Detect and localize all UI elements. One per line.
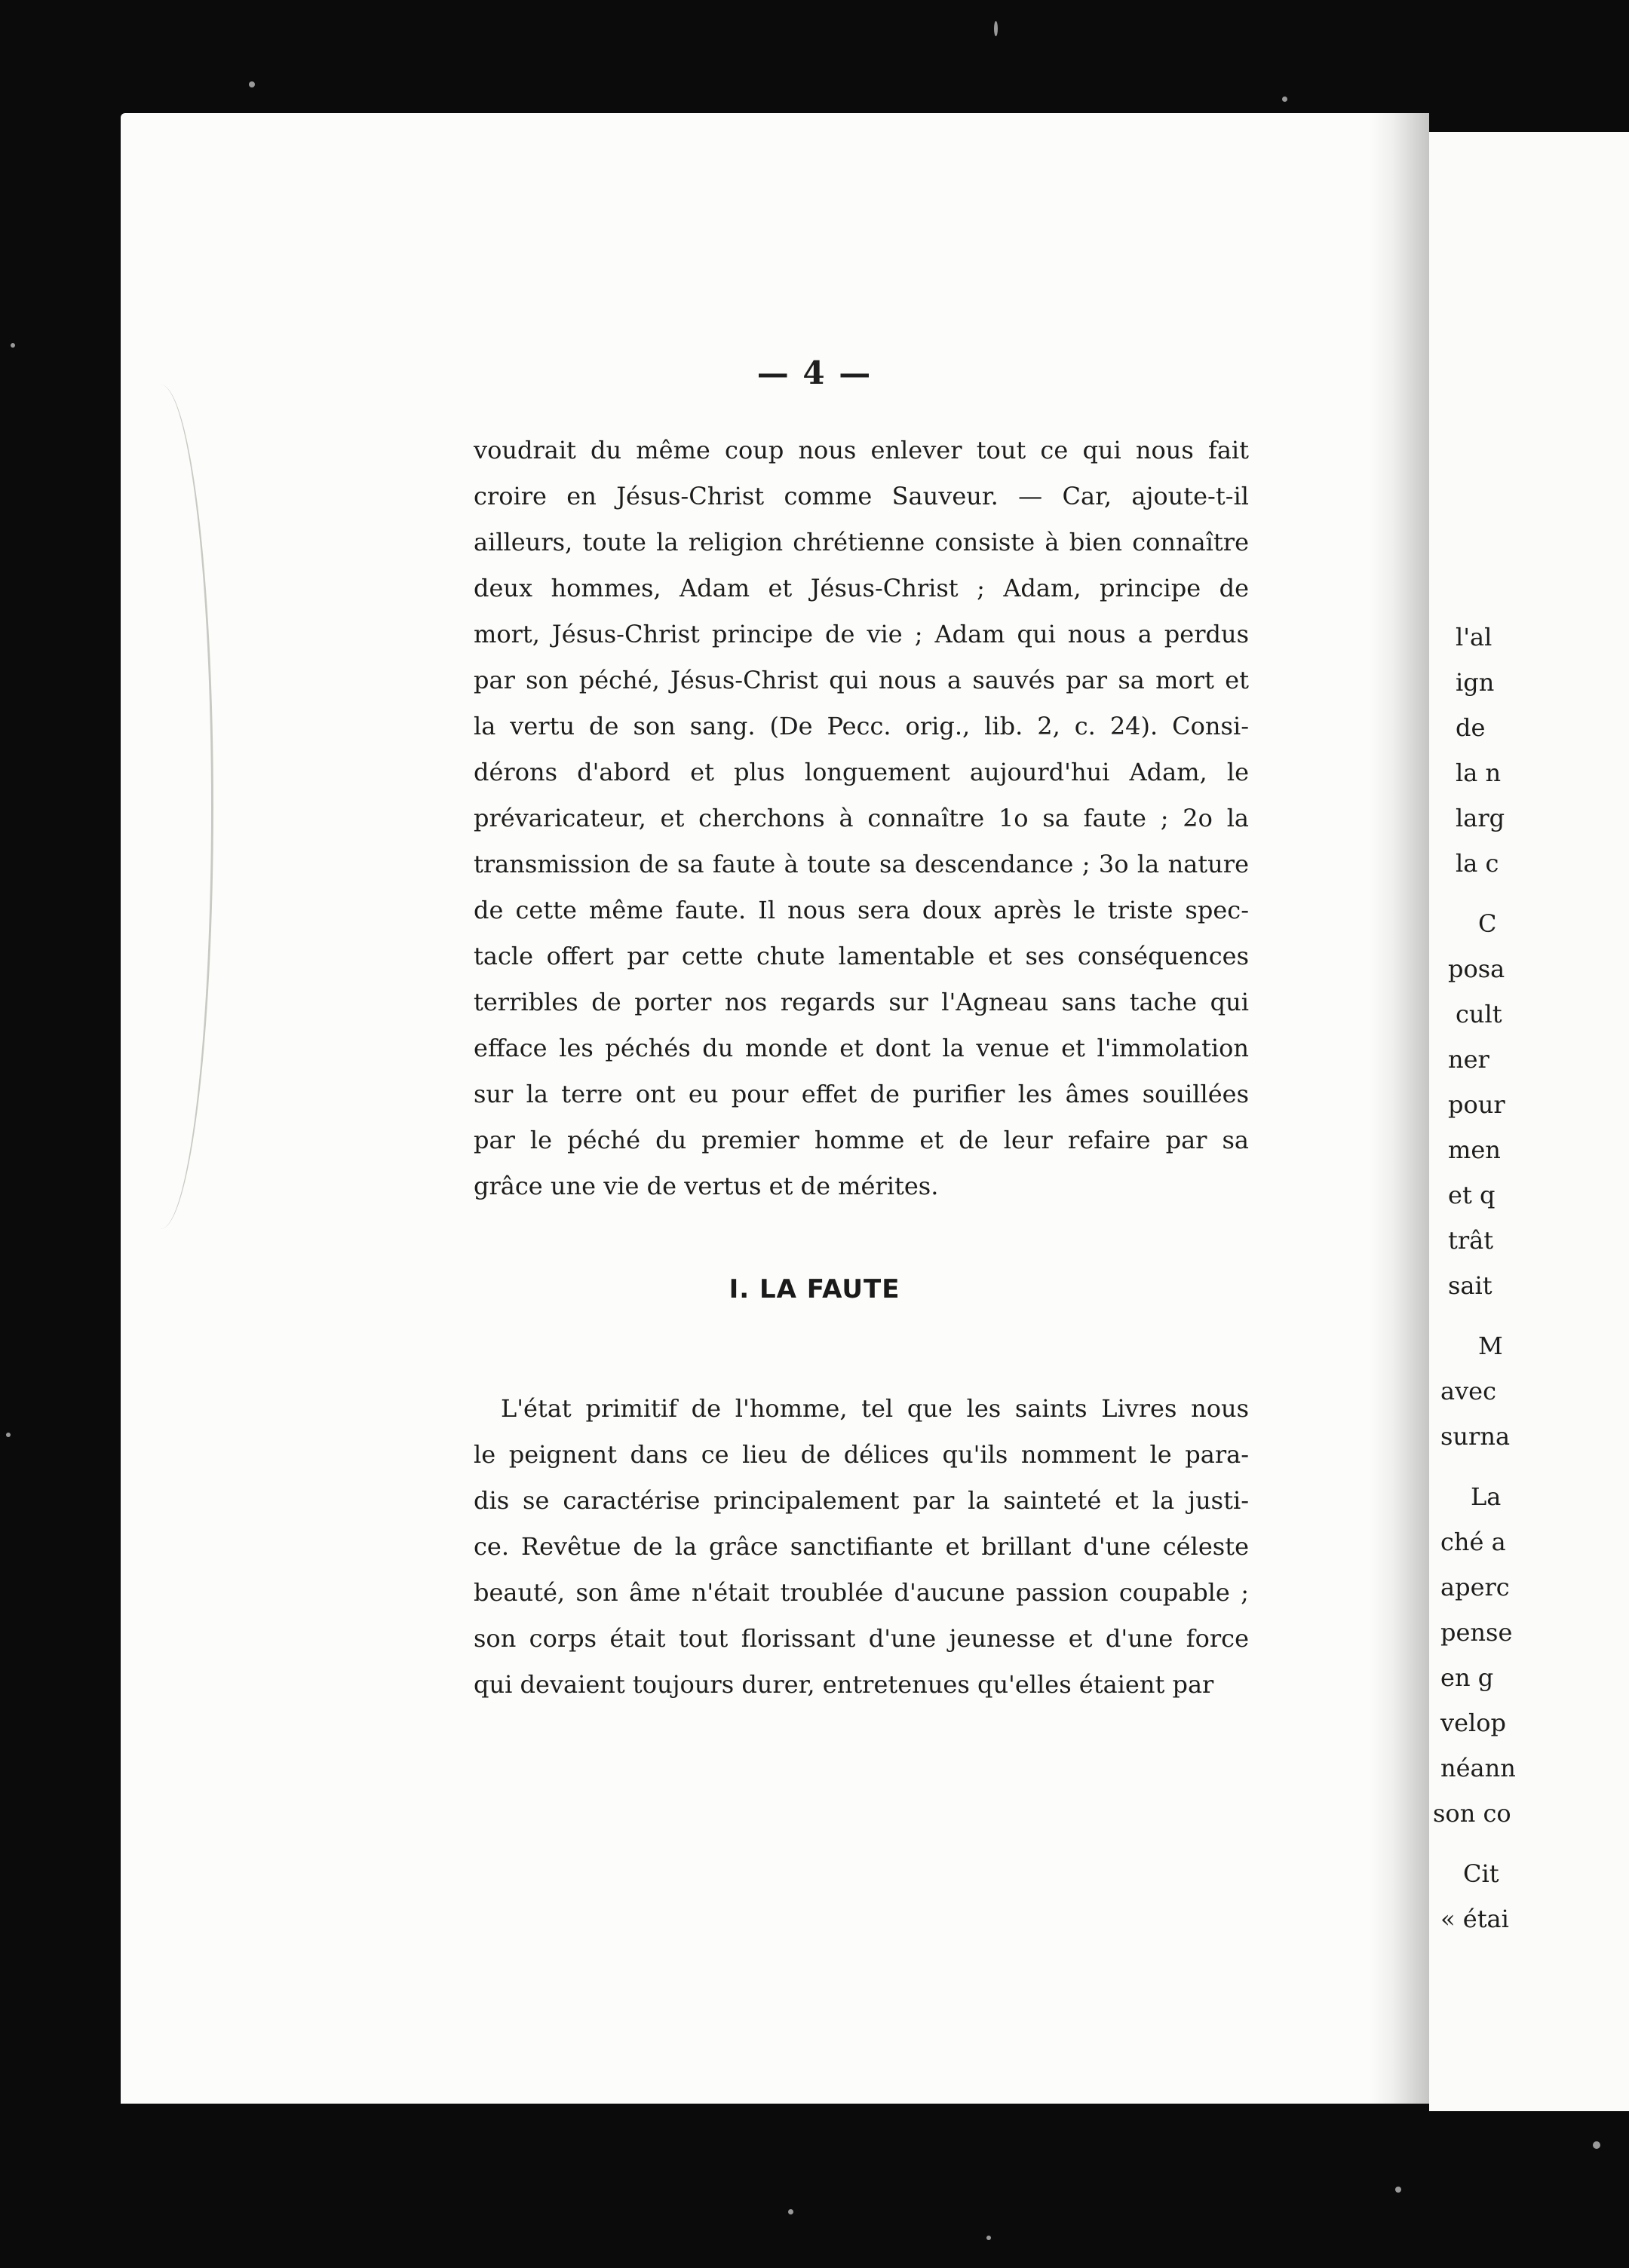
facing-page-fragment: l'al [1456, 623, 1492, 651]
facing-page-fragment: men [1448, 1136, 1501, 1164]
facing-page-fragment: la n [1456, 759, 1502, 787]
page-fold-crease [121, 385, 213, 1229]
facing-page-fragment: ché a [1440, 1528, 1506, 1556]
text-line: grâce une vie de vertus et de mérites. [474, 1172, 939, 1200]
text-line: sur la terre ont eu pour effet de purifier les âmes souillées [474, 1080, 1249, 1108]
text-line: croire en Jésus-Christ comme Sauveur. — Car, ajoute-t-il [474, 482, 1249, 510]
facing-page-fragment: son co [1433, 1799, 1511, 1828]
facing-page-fragment: C [1478, 909, 1497, 938]
text-line: voudrait du même coup nous enlever tout ce qui nous fait [474, 436, 1249, 464]
facing-page-fragment: ner [1448, 1045, 1489, 1074]
facing-page-fragment: posa [1448, 955, 1505, 983]
text-line: qui devaient toujours durer, entretenues qu'elles étaient par [474, 1670, 1214, 1699]
facing-page-fragment: sait [1448, 1271, 1492, 1300]
facing-page-fragment: cult [1456, 1000, 1502, 1028]
text-line: dérons d'abord et plus longuement aujourd'hui Adam, le [474, 758, 1249, 786]
facing-page-fragment: avec [1440, 1377, 1497, 1405]
page-number: — 4 — [756, 354, 873, 391]
text-line: par son péché, Jésus-Christ qui nous a sauvés par sa mort et [474, 666, 1249, 694]
facing-page-fragment: néann [1440, 1754, 1516, 1782]
facing-page [1429, 132, 1629, 2111]
facing-page-fragment: velop [1440, 1709, 1506, 1737]
text-line: L'état primitif de l'homme, tel que les saints Livres nous [501, 1394, 1249, 1423]
text-line: de cette même faute. Il nous sera doux après le triste spec- [474, 896, 1249, 924]
facing-page-fragment: Cit [1463, 1859, 1499, 1888]
text-line: son corps était tout florissant d'une jeunesse et d'une force [474, 1624, 1249, 1653]
text-line: ce. Revêtue de la grâce sanctifiante et brillant d'une céleste [474, 1532, 1249, 1561]
text-line: dis se caractérise principalement par la sainteté et la justi- [474, 1486, 1249, 1515]
text-line: par le péché du premier homme et de leur refaire par sa [474, 1126, 1249, 1154]
paragraph-intro [474, 428, 1249, 1209]
text-line: mort, Jésus-Christ principe de vie ; Adam qui nous a perdus [474, 620, 1249, 648]
facing-page-fragment: et q [1448, 1181, 1496, 1209]
facing-page-fragment: « étai [1440, 1905, 1509, 1933]
text-line: le peignent dans ce lieu de délices qu'ils nomment le para- [474, 1440, 1249, 1469]
facing-page-fragment: ign [1456, 668, 1495, 697]
facing-page-fragment: en g [1440, 1663, 1494, 1692]
facing-page-fragment: trât [1448, 1226, 1494, 1255]
facing-page-fragment: aperc [1440, 1573, 1510, 1601]
facing-page-fragment: La [1471, 1482, 1502, 1511]
facing-page-fragment: surna [1440, 1422, 1511, 1451]
text-line: efface les péchés du monde et dont la venue et l'immolation [474, 1034, 1249, 1062]
text-line: ailleurs, toute la religion chrétienne consiste à bien connaître [474, 528, 1249, 556]
text-line: prévaricateur, et cherchons à connaître 1o sa faute ; 2o la [474, 804, 1249, 832]
facing-page-fragment: M [1478, 1332, 1503, 1360]
section-heading: I. LA FAUTE [729, 1274, 900, 1304]
facing-page-fragment: larg [1456, 804, 1505, 832]
text-line: la vertu de son sang. (De Pecc. orig., lib. 2, c. 24). Consi- [474, 712, 1249, 740]
text-line: beauté, son âme n'était troublée d'aucune passion coupable ; [474, 1578, 1249, 1607]
facing-page-fragment: pour [1448, 1090, 1505, 1119]
paragraph-la-faute [474, 1386, 1249, 1708]
facing-page-fragment: pense [1440, 1618, 1513, 1647]
gutter-shadow [1369, 113, 1429, 2104]
text-line: transmission de sa faute à toute sa descendance ; 3o la nature [474, 850, 1249, 878]
text-line: deux hommes, Adam et Jésus-Christ ; Adam, principe de [474, 574, 1249, 602]
facing-page-fragment: la c [1456, 849, 1499, 878]
text-line: terribles de porter nos regards sur l'Agneau sans tache qui [474, 988, 1249, 1016]
text-line: tacle offert par cette chute lamentable et ses conséquences [474, 942, 1249, 970]
facing-page-fragment: de [1456, 713, 1486, 742]
